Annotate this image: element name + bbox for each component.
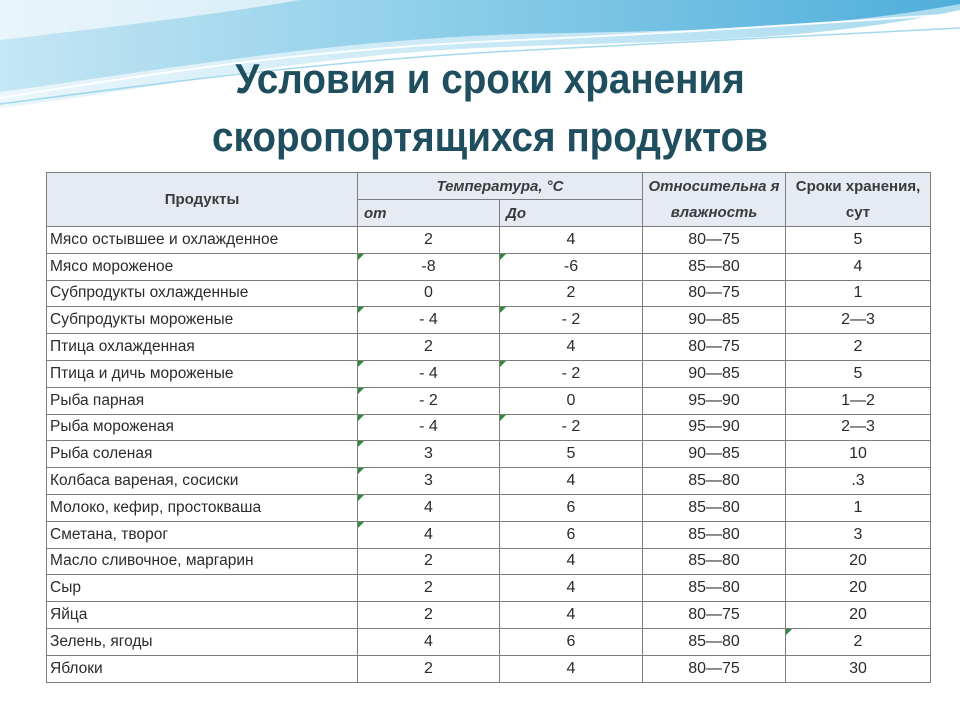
cell-marker-icon bbox=[500, 254, 506, 260]
table-row bbox=[47, 602, 931, 629]
product-name-cell: Сыр bbox=[47, 575, 358, 602]
humidity-cell: 85—80 bbox=[643, 548, 786, 575]
table-row bbox=[47, 655, 931, 682]
humidity-cell: 85—80 bbox=[643, 494, 786, 521]
product-name-cell: Мясо мороженое bbox=[47, 253, 358, 280]
storage-days-cell: 20 bbox=[786, 602, 931, 629]
temp-from-cell: -8 bbox=[358, 253, 500, 280]
temp-from-cell: 0 bbox=[358, 280, 500, 307]
storage-days-cell: 2 bbox=[786, 334, 931, 361]
cell-marker-icon bbox=[358, 254, 364, 260]
temp-from-cell: 4 bbox=[358, 521, 500, 548]
table-row bbox=[47, 334, 931, 361]
temp-to-cell: 4 bbox=[500, 334, 643, 361]
humidity-cell: 80—75 bbox=[643, 227, 786, 254]
product-name-cell: Рыба мороженая bbox=[47, 414, 358, 441]
temp-to-cell: 4 bbox=[500, 468, 643, 495]
cell-marker-icon bbox=[358, 307, 364, 313]
humidity-cell: 95—90 bbox=[643, 414, 786, 441]
table-row bbox=[47, 414, 931, 441]
storage-days-cell: 10 bbox=[786, 441, 931, 468]
storage-days-cell: 1—2 bbox=[786, 387, 931, 414]
humidity-cell: 80—75 bbox=[643, 602, 786, 629]
cell-marker-icon bbox=[358, 468, 364, 474]
temp-from-cell: - 2 bbox=[358, 387, 500, 414]
temp-from-cell: 4 bbox=[358, 628, 500, 655]
cell-marker-icon bbox=[358, 388, 364, 394]
temp-to-cell: 4 bbox=[500, 602, 643, 629]
cell-marker-icon bbox=[500, 361, 506, 367]
page-title bbox=[39, 50, 941, 166]
cell-marker-icon bbox=[358, 441, 364, 447]
temp-to-cell: 4 bbox=[500, 575, 643, 602]
storage-days-cell: 2—3 bbox=[786, 307, 931, 334]
temp-from-cell: 2 bbox=[358, 548, 500, 575]
humidity-cell: 85—80 bbox=[643, 521, 786, 548]
temp-from-cell: 3 bbox=[358, 441, 500, 468]
cell-marker-icon bbox=[786, 629, 792, 635]
storage-days-cell: 3 bbox=[786, 521, 931, 548]
temp-to-cell: - 2 bbox=[500, 360, 643, 387]
storage-days-cell: 30 bbox=[786, 655, 931, 682]
storage-days-cell: 2 bbox=[786, 628, 931, 655]
temp-to-cell: - 2 bbox=[500, 307, 643, 334]
temp-to-cell: 6 bbox=[500, 628, 643, 655]
product-name-cell: Птица и дичь мороженые bbox=[47, 360, 358, 387]
humidity-cell: 85—80 bbox=[643, 468, 786, 495]
cell-marker-icon bbox=[358, 495, 364, 501]
humidity-cell: 85—80 bbox=[643, 575, 786, 602]
temp-from-cell: 2 bbox=[358, 602, 500, 629]
table-row bbox=[47, 628, 931, 655]
temp-from-cell: 2 bbox=[358, 575, 500, 602]
product-name-cell: Рыба соленая bbox=[47, 441, 358, 468]
storage-days-cell: 5 bbox=[786, 360, 931, 387]
header-storage-days: Сроки хранения, сут bbox=[786, 173, 931, 227]
product-name-cell: Субпродукты мороженые bbox=[47, 307, 358, 334]
product-name-cell: Яйца bbox=[47, 602, 358, 629]
product-name-cell: Субпродукты охлажденные bbox=[47, 280, 358, 307]
storage-days-cell: 2—3 bbox=[786, 414, 931, 441]
table-row bbox=[47, 468, 931, 495]
table-row bbox=[47, 521, 931, 548]
product-name-cell: Мясо остывшее и охлажденное bbox=[47, 227, 358, 254]
product-name-cell: Зелень, ягоды bbox=[47, 628, 358, 655]
temp-to-cell: 0 bbox=[500, 387, 643, 414]
table-row bbox=[47, 360, 931, 387]
cell-marker-icon bbox=[358, 522, 364, 528]
product-name-cell: Рыба парная bbox=[47, 387, 358, 414]
product-name-cell: Птица охлажденная bbox=[47, 334, 358, 361]
header-humidity: Относительна я влажность bbox=[643, 173, 786, 227]
temp-from-cell: 4 bbox=[358, 494, 500, 521]
temp-from-cell: - 4 bbox=[358, 307, 500, 334]
temp-from-cell: 3 bbox=[358, 468, 500, 495]
table-row bbox=[47, 307, 931, 334]
temp-to-cell: 4 bbox=[500, 655, 643, 682]
temp-to-cell: 6 bbox=[500, 521, 643, 548]
humidity-cell: 90—85 bbox=[643, 307, 786, 334]
temp-to-cell: - 2 bbox=[500, 414, 643, 441]
table-row bbox=[47, 575, 931, 602]
product-name-cell: Яблоки bbox=[47, 655, 358, 682]
table-row bbox=[47, 494, 931, 521]
product-name-cell: Молоко, кефир, простокваша bbox=[47, 494, 358, 521]
title-line-2: скоропортящихся продуктов bbox=[212, 113, 768, 160]
table-row bbox=[47, 227, 931, 254]
cell-marker-icon bbox=[358, 415, 364, 421]
humidity-cell: 90—85 bbox=[643, 441, 786, 468]
cell-marker-icon bbox=[500, 307, 506, 313]
temp-to-cell: 5 bbox=[500, 441, 643, 468]
storage-days-cell: .3 bbox=[786, 468, 931, 495]
temp-from-cell: 2 bbox=[358, 655, 500, 682]
table-row bbox=[47, 548, 931, 575]
table-row bbox=[47, 280, 931, 307]
cell-marker-icon bbox=[358, 361, 364, 367]
header-products: Продукты bbox=[47, 173, 358, 227]
storage-days-cell: 4 bbox=[786, 253, 931, 280]
humidity-cell: 85—80 bbox=[643, 628, 786, 655]
product-name-cell: Колбаса вареная, сосиски bbox=[47, 468, 358, 495]
storage-table bbox=[46, 172, 931, 683]
cell-marker-icon bbox=[500, 415, 506, 421]
temp-to-cell: -6 bbox=[500, 253, 643, 280]
header-temp-from: от bbox=[358, 200, 500, 227]
temp-to-cell: 4 bbox=[500, 548, 643, 575]
temp-from-cell: 2 bbox=[358, 227, 500, 254]
humidity-cell: 80—75 bbox=[643, 280, 786, 307]
table-body bbox=[47, 227, 931, 683]
humidity-cell: 80—75 bbox=[643, 655, 786, 682]
temp-to-cell: 6 bbox=[500, 494, 643, 521]
storage-days-cell: 20 bbox=[786, 548, 931, 575]
header-temp-to: До bbox=[500, 200, 643, 227]
title-line-1: Условия и сроки хранения bbox=[235, 55, 745, 102]
temp-from-cell: - 4 bbox=[358, 414, 500, 441]
storage-days-cell: 1 bbox=[786, 494, 931, 521]
humidity-cell: 80—75 bbox=[643, 334, 786, 361]
humidity-cell: 95—90 bbox=[643, 387, 786, 414]
temp-from-cell: - 4 bbox=[358, 360, 500, 387]
storage-days-cell: 1 bbox=[786, 280, 931, 307]
temp-to-cell: 2 bbox=[500, 280, 643, 307]
storage-days-cell: 5 bbox=[786, 227, 931, 254]
product-name-cell: Масло сливочное, маргарин bbox=[47, 548, 358, 575]
storage-days-cell: 20 bbox=[786, 575, 931, 602]
table-row bbox=[47, 253, 931, 280]
table-row bbox=[47, 441, 931, 468]
temp-from-cell: 2 bbox=[358, 334, 500, 361]
header-temperature: Температура, °С bbox=[358, 173, 643, 200]
temp-to-cell: 4 bbox=[500, 227, 643, 254]
table-row bbox=[47, 387, 931, 414]
humidity-cell: 85—80 bbox=[643, 253, 786, 280]
product-name-cell: Сметана, творог bbox=[47, 521, 358, 548]
humidity-cell: 90—85 bbox=[643, 360, 786, 387]
